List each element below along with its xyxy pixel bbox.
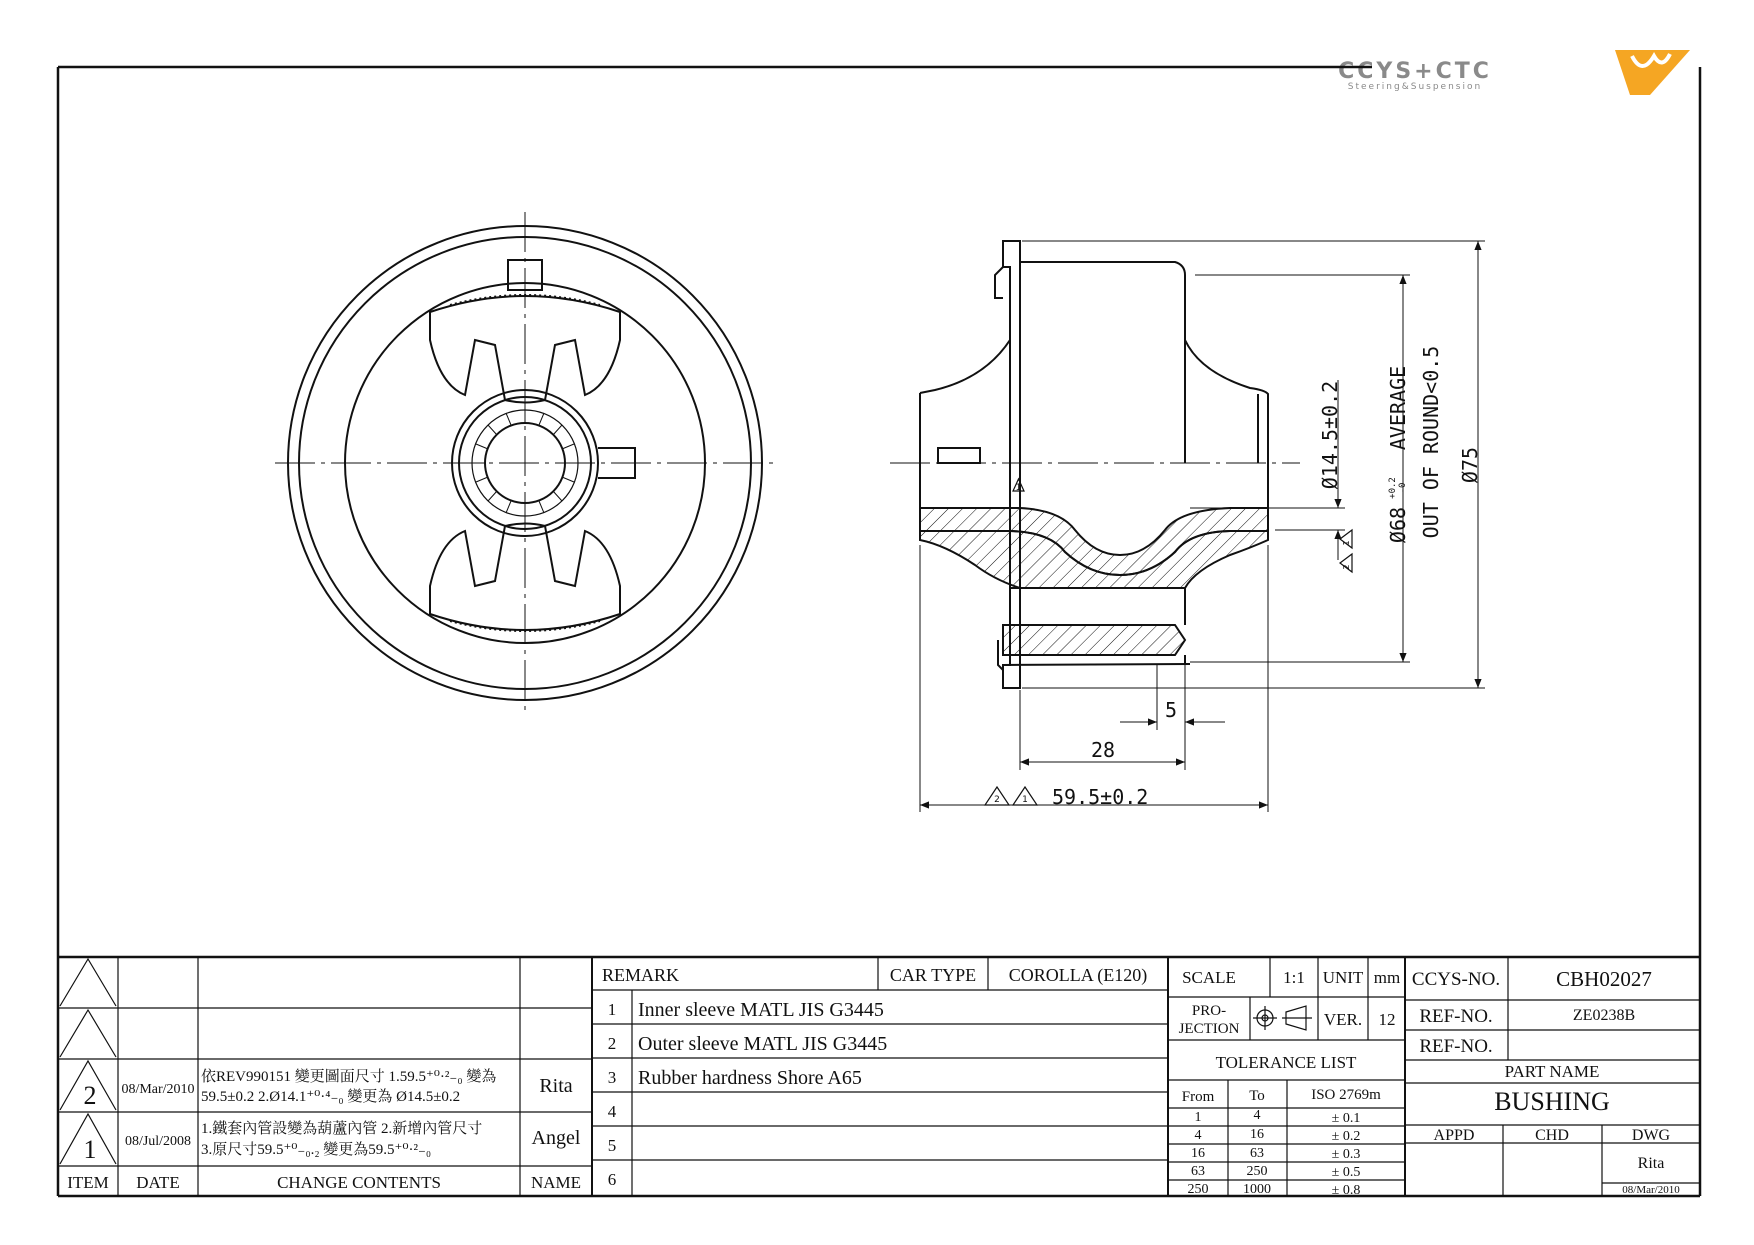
tol-header-to: To [1249, 1088, 1265, 1104]
ver-value: 12 [1378, 1010, 1396, 1029]
dim-5: 5 [1164, 698, 1178, 722]
dim-average-diameter: Ø68 [1386, 506, 1410, 544]
tol-row-5-from: 250 [1187, 1182, 1209, 1197]
remark-3-num: 3 [607, 1068, 617, 1087]
projection-symbol-icon [1253, 1006, 1312, 1030]
tol-row-4-from: 63 [1191, 1164, 1205, 1179]
dwg-date: 08/Mar/2010 [1622, 1184, 1680, 1196]
tol-header-from: From [1181, 1089, 1215, 1105]
remark-2-text: Outer sleeve MATL JIS G3445 [638, 1033, 888, 1055]
rev-row-1-date: 08/Jul/2008 [124, 1134, 192, 1149]
logo-wordmark: CCYS+CTC [1338, 59, 1492, 84]
remark-3-text: Rubber hardness Shore A65 [638, 1067, 862, 1089]
rev-row-2-contents-line1: 依REV990151 變更圖面尺寸 1.59.5⁺⁰·²₋₀ 變為 [201, 1069, 497, 1085]
length-rev-mark-2: 2 [994, 795, 1000, 805]
rev-row-1-contents-line2: 3.原尺寸59.5⁺⁰₋₀.₂ 變更為59.5⁺⁰·²₋₀ [201, 1142, 432, 1158]
remark-1-num: 1 [607, 1000, 617, 1019]
part-name-label: PART NAME [1504, 1062, 1600, 1081]
dwg-label: DWG [1631, 1127, 1671, 1144]
logo-tagline: Steering&Suspension [1347, 82, 1483, 92]
remark-4-num: 4 [607, 1102, 617, 1121]
tolerance-title: TOLERANCE LIST [1215, 1053, 1357, 1072]
rev-row-2-contents-line2: 59.5±0.2 2.Ø14.1⁺⁰·⁴₋₀ 變更為 Ø14.5±0.2 [201, 1089, 461, 1105]
tol-row-2-from: 4 [1194, 1128, 1202, 1143]
remark-2-num: 2 [607, 1034, 617, 1053]
rev-mark-1: 1 [1342, 540, 1351, 546]
tol-row-1-from: 1 [1194, 1110, 1202, 1125]
tol-row-4-to: 250 [1246, 1164, 1268, 1179]
tol-row-2-val: ± 0.2 [1331, 1129, 1361, 1144]
projection-label-l2: JECTION [1178, 1021, 1240, 1037]
projection-label-l1: PRO- [1191, 1003, 1227, 1019]
rev-row-2-item: 2 [83, 1081, 97, 1110]
drawer-name: Rita [1637, 1155, 1665, 1172]
car-type-value: COROLLA (E120) [1008, 965, 1148, 985]
length-rev-mark-1: 1 [1022, 795, 1028, 805]
dim-outer-diameter: Ø75 [1458, 446, 1482, 484]
tol-row-5-val: ± 0.8 [1331, 1183, 1361, 1198]
tol-row-4-val: ± 0.5 [1331, 1165, 1361, 1180]
ccys-no-label: CCYS-NO. [1411, 969, 1501, 990]
length-rev-marks [985, 787, 1037, 805]
dim-out-of-round: OUT OF ROUND<0.5 [1419, 345, 1443, 539]
rev-header-date: DATE [136, 1173, 180, 1192]
ref-no-label: REF-NO. [1419, 1006, 1493, 1027]
rev-row-1-item: 1 [83, 1135, 97, 1164]
dim-length: 59.5±0.2 [1052, 785, 1149, 809]
tol-row-3-val: ± 0.3 [1331, 1147, 1361, 1162]
rev-row-1-contents-line1: 1.鐵套內管設變為葫蘆內管 2.新增內管尺寸 [201, 1121, 483, 1137]
company-logo [1338, 50, 1690, 95]
appd-label: APPD [1433, 1127, 1475, 1144]
part-name-value: BUSHING [1494, 1087, 1610, 1116]
section-view [890, 241, 1300, 688]
tol-row-5-to: 1000 [1243, 1182, 1271, 1197]
scale-value: 1:1 [1283, 968, 1305, 987]
scale-label: SCALE [1182, 968, 1236, 987]
rev-row-2-name: Rita [539, 1075, 573, 1097]
dim-average-tol-lower: -0 [1398, 482, 1408, 494]
tol-row-1-val: ± 0.1 [1331, 1111, 1361, 1126]
remark-5-num: 5 [607, 1136, 617, 1155]
rev-header-contents: CHANGE CONTENTS [277, 1173, 441, 1192]
dim-average-tol-upper: +0.2 [1388, 477, 1398, 499]
rev-header-name: NAME [530, 1173, 582, 1192]
remark-6-num: 6 [607, 1170, 617, 1189]
ref-no2-label: REF-NO. [1419, 1036, 1493, 1057]
ref-no-value: ZE0238B [1572, 1007, 1636, 1024]
dim-28: 28 [1090, 738, 1116, 762]
section-rev-mark: 1 [1015, 483, 1022, 493]
tol-row-3-from: 16 [1191, 1146, 1205, 1161]
tol-header-iso: ISO 2769m [1311, 1087, 1381, 1103]
ccys-no-value: CBH02027 [1556, 967, 1652, 991]
front-view [275, 212, 775, 713]
ver-label: VER. [1323, 1010, 1363, 1029]
unit-value: mm [1373, 968, 1401, 987]
dim-inner-diameter: Ø14.5±0.2 [1318, 380, 1342, 490]
remark-header: REMARK [602, 965, 680, 985]
tol-row-1-to: 4 [1253, 1108, 1261, 1123]
remark-1-text: Inner sleeve MATL JIS G3445 [638, 999, 884, 1021]
tol-row-3-to: 63 [1250, 1146, 1264, 1161]
rev-row-2-date: 08/Mar/2010 [121, 1082, 195, 1097]
rev-header-item: ITEM [67, 1173, 109, 1192]
unit-label: UNIT [1322, 968, 1364, 987]
rev-row-1-name: Angel [531, 1127, 581, 1149]
dim-average-label: AVERAGE [1386, 365, 1410, 451]
rev-mark-2: 2 [1342, 564, 1351, 570]
tol-row-2-to: 16 [1250, 1127, 1264, 1142]
car-type-label: CAR TYPE [889, 965, 977, 985]
chd-label: CHD [1535, 1127, 1569, 1144]
